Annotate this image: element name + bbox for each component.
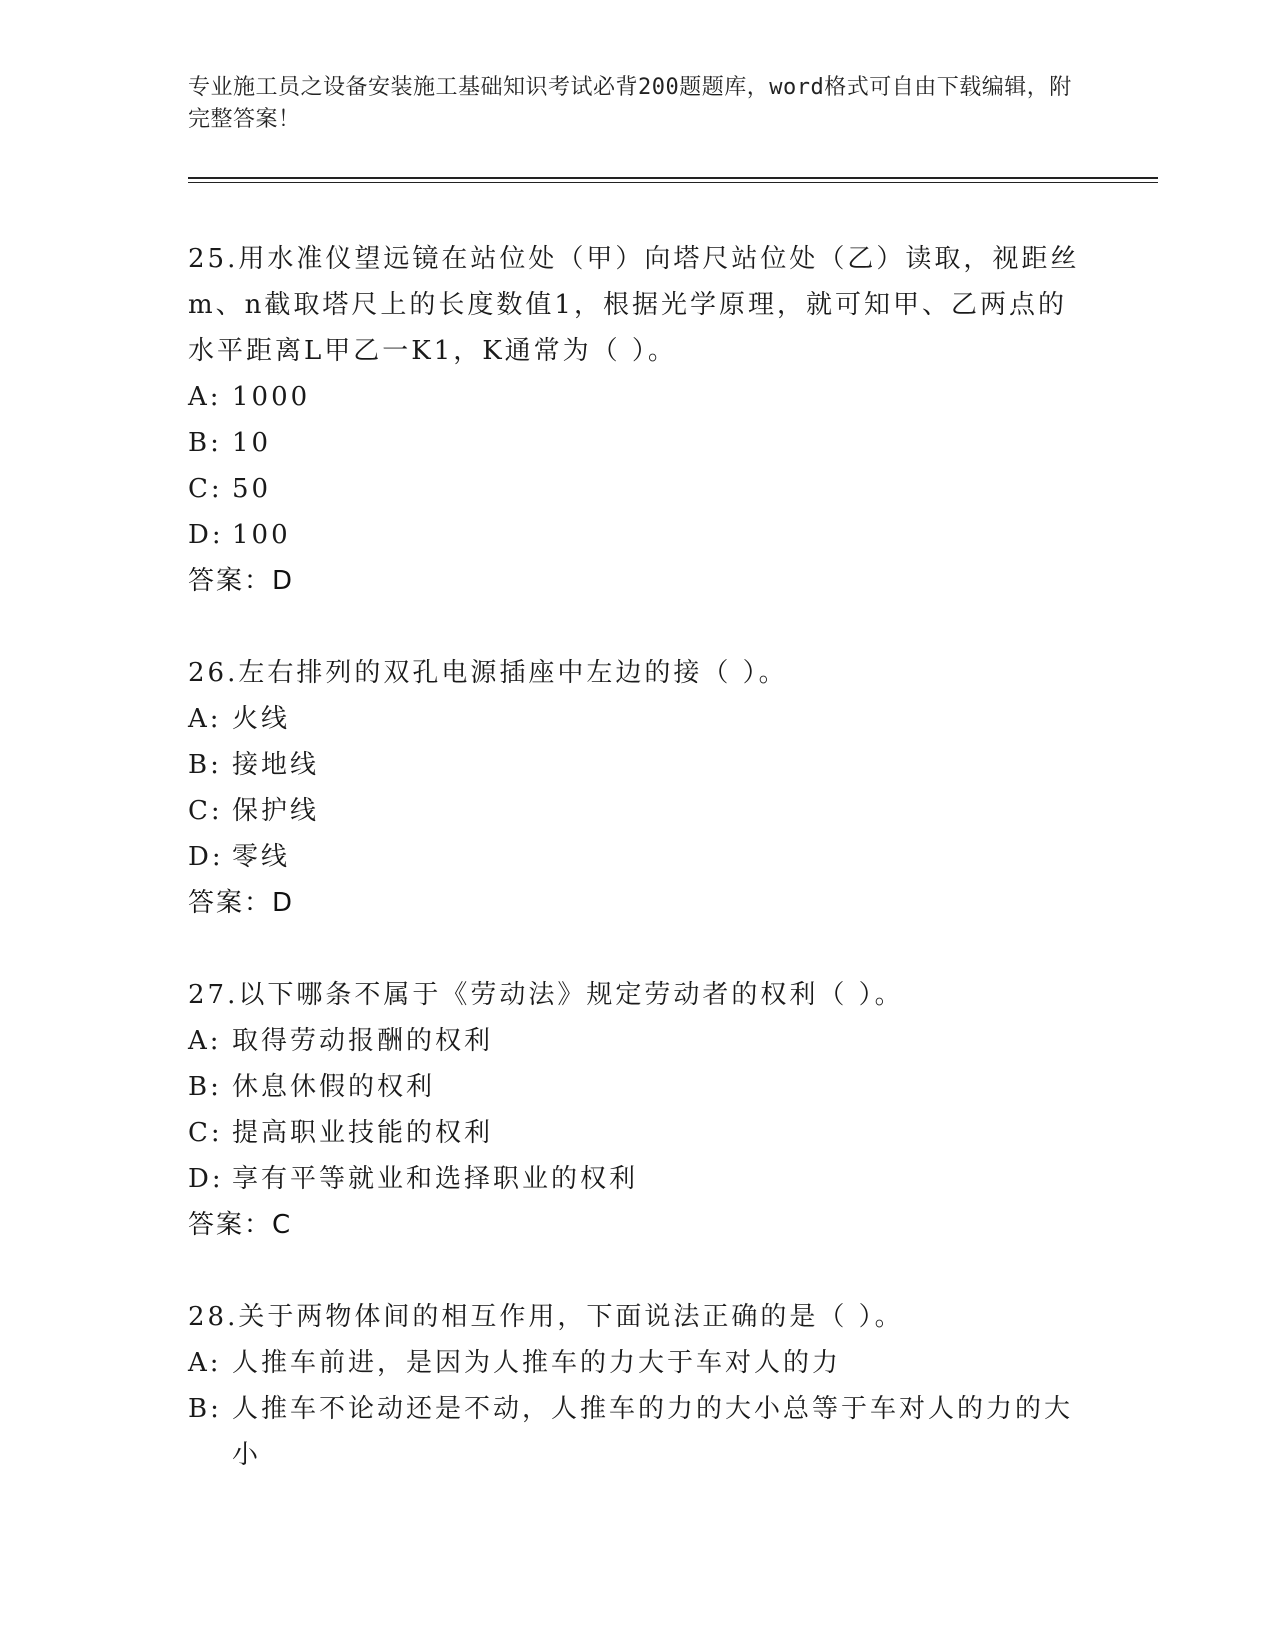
option-a [188, 696, 1088, 742]
option-d [188, 1156, 1088, 1202]
option-c [188, 1110, 1088, 1156]
option-c [188, 466, 1088, 512]
option-label: C: [188, 796, 223, 826]
answer-line: 答案：C [188, 1210, 293, 1240]
option-label: B: [188, 1072, 222, 1102]
document-header: 专业施工员之设备安装施工基础知识考试必背200题题库，word格式可自由下载编辑，附完整答案！ [188, 75, 1072, 132]
option-text: 人推车不论动还是不动，人推车的力的大小总等于车对人的力的大小 [232, 1394, 1074, 1470]
question-item [188, 650, 1088, 926]
option-label: D: [188, 520, 224, 550]
answer-line: 答案：D [188, 566, 295, 596]
option-text: 享有平等就业和选择职业的权利 [232, 1164, 639, 1194]
option-text: 100 [232, 520, 291, 550]
question-stem: 28.关于两物体间的相互作用，下面说法正确的是（ ）。 [188, 1302, 904, 1332]
option-text: 接地线 [232, 750, 320, 780]
option-text: 50 [232, 474, 272, 504]
option-text: 休息休假的权利 [232, 1072, 436, 1102]
option-a [188, 1340, 1088, 1386]
option-b [188, 742, 1088, 788]
question-item [188, 236, 1088, 604]
option-text: 零线 [232, 842, 291, 872]
option-a [188, 374, 1088, 420]
answer-line: 答案：D [188, 888, 295, 918]
option-label: A: [188, 1348, 222, 1378]
question-item [188, 972, 1088, 1248]
option-text: 火线 [232, 704, 291, 734]
option-b [188, 1064, 1088, 1110]
option-label: B: [188, 1394, 222, 1424]
option-a [188, 1018, 1088, 1064]
question-item [188, 1294, 1088, 1478]
option-label: C: [188, 474, 223, 504]
question-list [188, 236, 1088, 1524]
option-label: A: [188, 382, 222, 412]
option-b [188, 1386, 1088, 1478]
option-label: D: [188, 1164, 224, 1194]
option-d [188, 512, 1088, 558]
option-label: A: [188, 1026, 222, 1056]
option-d [188, 834, 1088, 880]
header-divider-thin [188, 182, 1158, 183]
header-divider [188, 177, 1158, 179]
option-label: A: [188, 704, 222, 734]
option-text: 保护线 [232, 796, 320, 826]
option-text: 10 [232, 428, 272, 458]
option-c [188, 788, 1088, 834]
option-label: B: [188, 750, 222, 780]
option-text: 取得劳动报酬的权利 [232, 1026, 494, 1056]
option-label: C: [188, 1118, 223, 1148]
option-label: D: [188, 842, 224, 872]
question-stem: 26.左右排列的双孔电源插座中左边的接（ ）。 [188, 658, 788, 688]
option-text: 提高职业技能的权利 [232, 1118, 494, 1148]
option-label: B: [188, 428, 222, 458]
option-text: 1000 [232, 382, 311, 412]
option-text: 人推车前进，是因为人推车的力大于车对人的力 [232, 1348, 842, 1378]
question-stem: 25.用水准仪望远镜在站位处（甲）向塔尺站位处（乙）读取，视距丝m、n截取塔尺上的长度数值1，根据光学原理，就可知甲、乙两点的水平距离L甲乙一K1，K通常为（ ）。 [188, 244, 1080, 366]
option-b [188, 420, 1088, 466]
question-stem: 27.以下哪条不属于《劳动法》规定劳动者的权利（ ）。 [188, 980, 904, 1010]
